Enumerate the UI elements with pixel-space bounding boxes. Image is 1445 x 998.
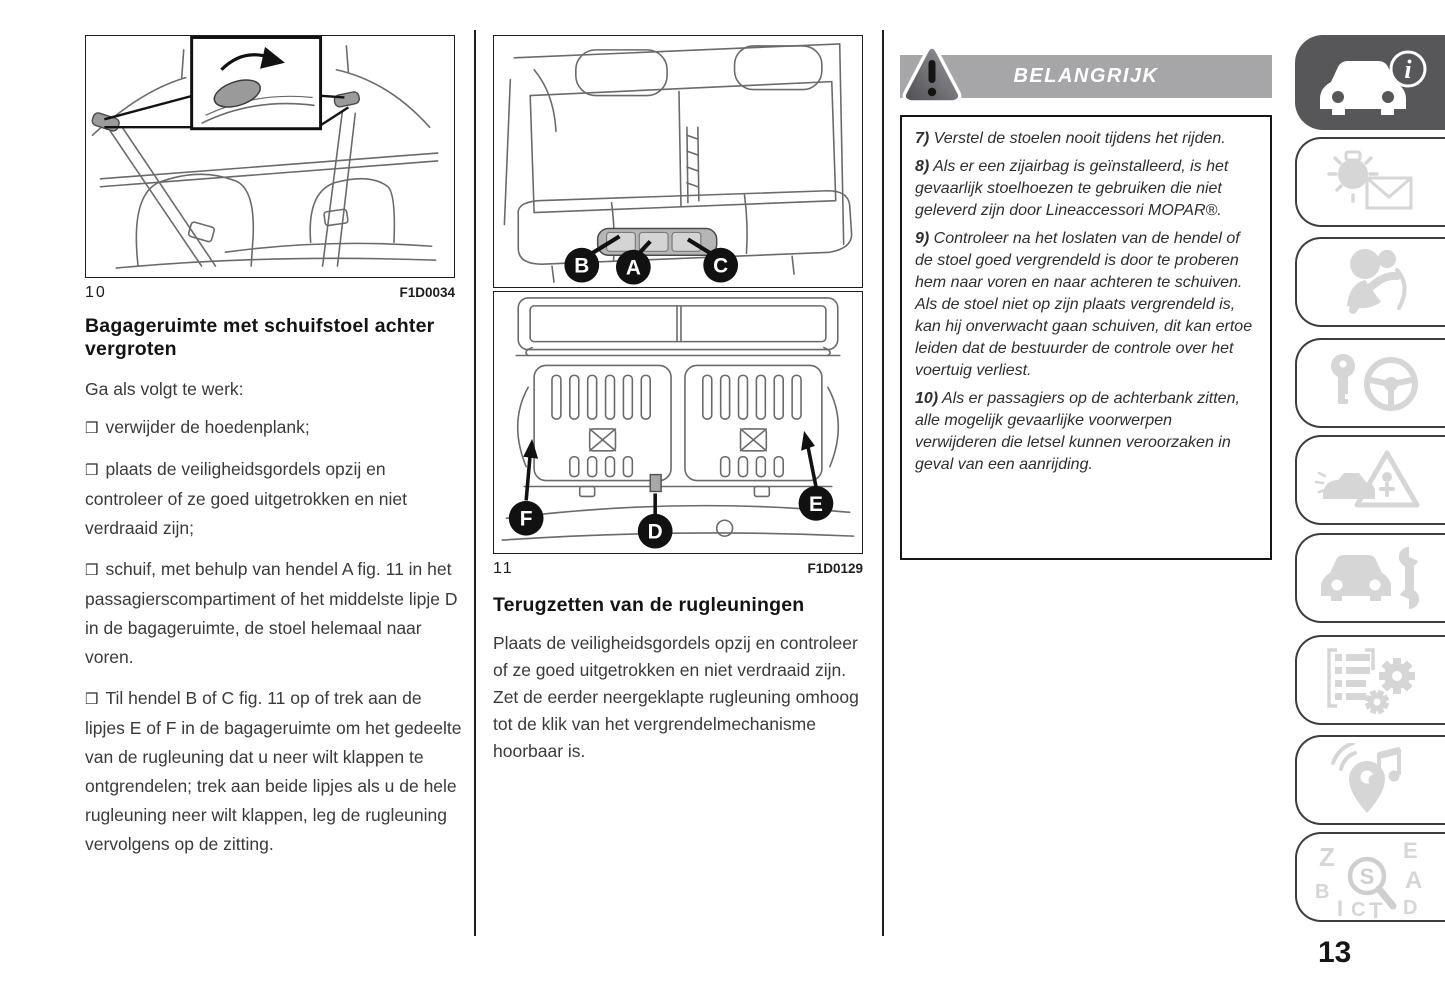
car-wrench-icon <box>1313 541 1431 615</box>
sidebar-tab-safety[interactable] <box>1295 237 1445 327</box>
square-bullet-icon: ❒ <box>85 461 99 479</box>
procedure-bullet: ❒ schuif, met behulp van hendel A fig. 11 in het passagierscompartiment of het middelste lipje D in de bagageruimte, de stoel helemaal naar voren. <box>85 558 458 667</box>
sidebar-tab-in-an-emergency[interactable] <box>1295 435 1445 525</box>
svg-text:B: B <box>1314 881 1329 903</box>
index-letters-magnifier-icon <box>1311 836 1433 918</box>
callout-c: C <box>713 254 729 278</box>
figure-10-illustration <box>86 36 454 277</box>
warning-item: 8) Als er een zijairbag is geïnstalleerd, is het gevaarlijk stoelhoezen te gebruiken die niet geleverd zijn door Lineaccessori MOPAR®. <box>915 158 1229 219</box>
column-divider-right <box>882 30 884 936</box>
sidebar-tab-multimedia[interactable] <box>1295 735 1445 825</box>
sidebar-tab-technical-data[interactable] <box>1295 635 1445 725</box>
key-steering-wheel-icon <box>1313 346 1431 420</box>
svg-text:C: C <box>1350 899 1365 918</box>
svg-text:A: A <box>1404 867 1422 894</box>
important-warning-box <box>900 115 1272 560</box>
sidebar-tab-alphabetical-index[interactable] <box>1295 832 1445 922</box>
square-bullet-icon: ❒ <box>85 419 99 437</box>
svg-text:i: i <box>1403 54 1412 84</box>
spec-sheet-gears-icon <box>1313 642 1431 718</box>
multimedia-pin-note-icon <box>1313 743 1431 817</box>
sidebar-tab-servicing-and-care[interactable] <box>1295 533 1445 623</box>
figure-11-number: 11 <box>493 560 514 577</box>
square-bullet-icon: ❒ <box>85 690 99 708</box>
procedure-bullet: ❒ Til hendel B of C fig. 11 op of trek aan de lipjes E of F in de bagageruimte om het gedeelte van de rugleuning dat u neer wilt klappen te ontgrendelen; trek aan beide lipjes als u de hele rugleuning neer wilt klappen, leg de rugleuning vervolgens op de zitting. <box>85 687 462 854</box>
svg-text:T: T <box>1368 898 1382 918</box>
callout-b: B <box>574 254 590 278</box>
middle-column <box>493 594 871 775</box>
section-heading-terugzetten: Terugzetten van de rugleuningen <box>493 594 805 616</box>
intro-paragraph: Ga als volgt te werk: <box>85 378 244 399</box>
seatbelt-airbag-icon <box>1313 244 1431 320</box>
procedure-bullet-list <box>85 413 465 859</box>
figure-11-lower-luggage-compartment <box>493 291 863 554</box>
warning-item: 9) Controleer na het loslaten van de hendel of de stoel goed vergrendeld is door te proberen hem naar voren en naar achteren te schuiven. Als de stoel niet op zijn plaats vergrendeld is, kan hij onverwacht gaan schuiven, dit kan ertoe leiden dat de bestuurder de controle over het voertuig verliest. <box>915 230 1253 379</box>
column-divider-left <box>474 30 476 936</box>
warning-item: 7) Verstel de stoelen nooit tijdens het rijden. <box>915 130 1226 147</box>
procedure-bullet: ❒ plaats de veiligheidsgordels opzij en controleer of ze goed uitgetrokken en niet verdraaid zijn; <box>85 458 408 538</box>
callout-a: A <box>625 256 641 280</box>
svg-text:S: S <box>1359 864 1374 889</box>
figure-11-lower-illustration <box>494 292 862 553</box>
callout-e: E <box>808 492 823 516</box>
figure-10-number: 10 <box>85 284 107 301</box>
left-column <box>85 315 465 871</box>
figure-11-caption <box>493 560 863 578</box>
callout-f: F <box>519 507 533 531</box>
square-bullet-icon: ❒ <box>85 561 99 579</box>
sidebar-tab-warning-lights-and-messages[interactable] <box>1295 137 1445 227</box>
figure-10-caption <box>85 284 455 302</box>
section-heading-bagageruimte: Bagageruimte met schuifstoel achter vergroten <box>85 315 435 361</box>
callout-d: D <box>647 520 663 544</box>
sidebar-tab-starting-and-driving[interactable] <box>1295 338 1445 428</box>
page-number: 13 <box>1318 936 1352 969</box>
warning-item: 10) Als er passagiers op de achterbank zitten, alle mogelijk gevaarlijke voorwerpen verwijderen die letsel kunnen veroorzaken in geval van een aanrijding. <box>915 390 1240 473</box>
terugzetten-paragraph: Plaats de veiligheidsgordels opzij en controleer of ze goed uitgetrokken en niet verdraaid zijn. Zet de eerder neergeklapte rugleuning omhoog tot de klik van het vergrendelmechanisme hoorbaar is. <box>493 633 859 762</box>
figure-11-upper-illustration <box>494 36 862 287</box>
figure-11-upper-bench-seat <box>493 35 863 288</box>
warning-light-envelope-icon <box>1313 146 1431 218</box>
svg-text:D: D <box>1402 897 1417 918</box>
svg-text:E: E <box>1402 838 1418 863</box>
figure-10-rear-seat-lever <box>85 35 455 278</box>
important-title: BELANGRIJK <box>1013 65 1159 87</box>
emergency-triangle-car-icon <box>1313 443 1431 517</box>
figure-11-code: F1D0129 <box>807 561 863 576</box>
figure-10-code: F1D0034 <box>399 285 455 300</box>
car-info-icon <box>1312 47 1430 119</box>
sidebar-tab-car-info[interactable] <box>1295 35 1445 130</box>
procedure-bullet: ❒ verwijder de hoedenplank; <box>85 416 310 437</box>
svg-text:I: I <box>1336 896 1343 918</box>
svg-text:Z: Z <box>1318 842 1335 872</box>
warning-triangle-icon <box>901 43 963 109</box>
